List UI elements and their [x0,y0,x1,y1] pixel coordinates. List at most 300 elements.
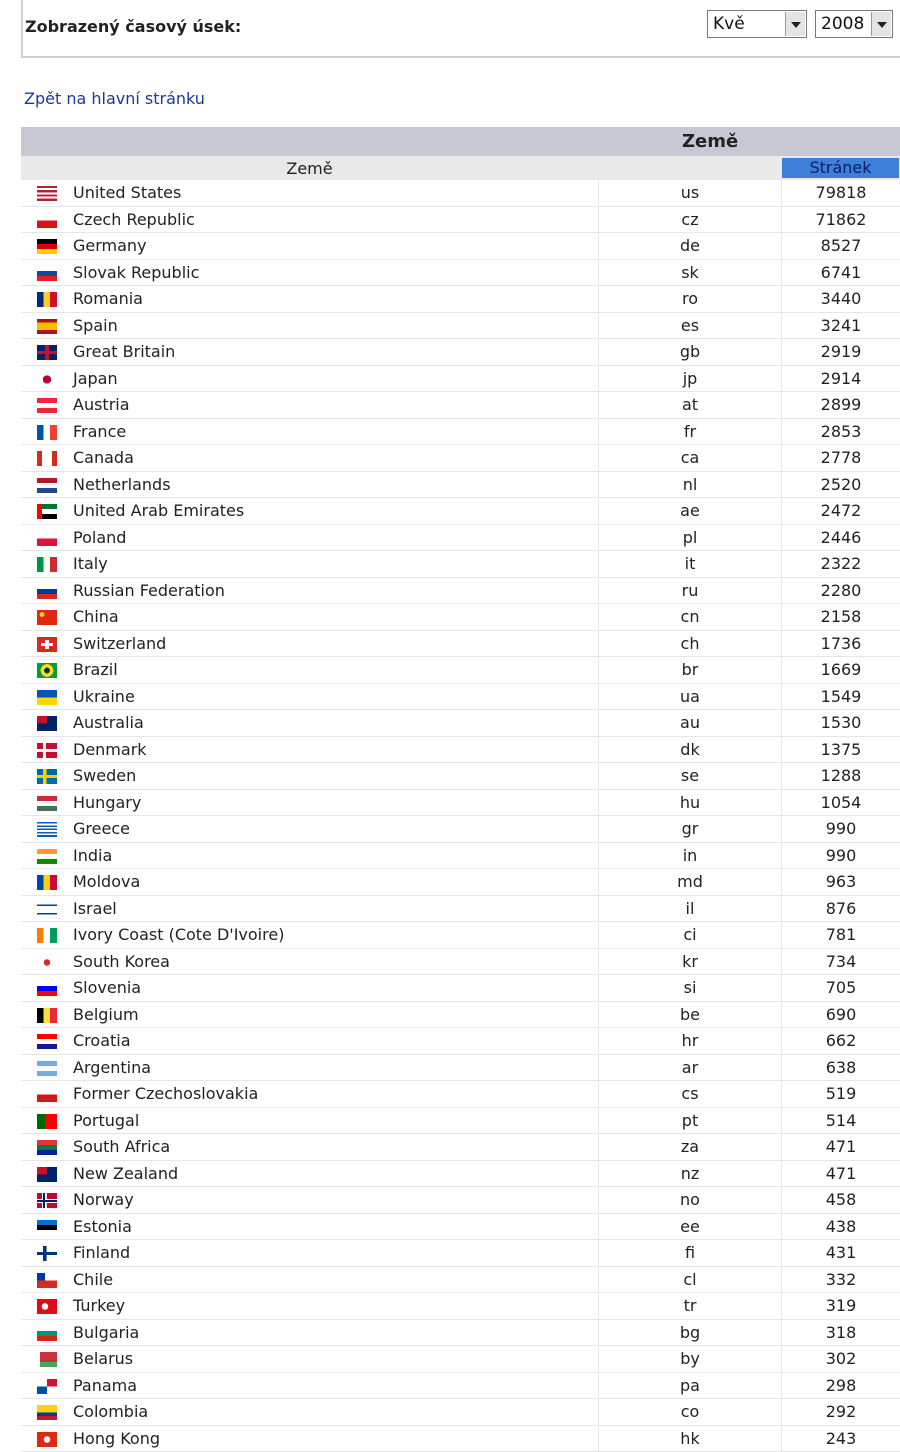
country-name: Denmark [73,736,599,763]
flag-ca-icon [37,451,57,466]
page-count: 1054 [782,789,900,816]
country-code: kr [599,948,782,975]
flag-cell [21,259,73,286]
page-count: 71862 [782,206,900,233]
table-row [21,1240,900,1267]
page-count: 318 [782,1319,900,1346]
flag-nl-icon [37,478,57,493]
flag-cell [21,922,73,949]
flag-cell [21,604,73,631]
table-row [21,895,900,922]
country-code: es [599,312,782,339]
flag-ci-icon [37,928,57,943]
country-code: nz [599,1160,782,1187]
flag-no-icon [37,1193,57,1208]
country-name: Austria [73,392,599,419]
flag-in-icon [37,849,57,864]
page-count: 3241 [782,312,900,339]
page-count: 438 [782,1213,900,1240]
country-code: in [599,842,782,869]
table-row [21,975,900,1002]
page-count: 243 [782,1425,900,1452]
country-code: il [599,895,782,922]
country-code: cz [599,206,782,233]
country-rows [21,180,900,1452]
country-name: Slovak Republic [73,259,599,286]
table-row [21,816,900,843]
country-name: Israel [73,895,599,922]
country-name: Bulgaria [73,1319,599,1346]
country-code: be [599,1001,782,1028]
flag-br-icon [37,663,57,678]
country-name: Moldova [73,869,599,896]
flag-gb-icon [37,345,57,360]
flag-cell [21,312,73,339]
flag-cell [21,418,73,445]
flag-cell [21,630,73,657]
country-code: hr [599,1028,782,1055]
table-row [21,736,900,763]
country-stats-table [21,127,900,1452]
flag-cell [21,1266,73,1293]
flag-cell [21,524,73,551]
chevron-down-icon[interactable] [871,12,891,36]
table-row [21,392,900,419]
country-code: by [599,1346,782,1373]
page-count: 2280 [782,577,900,604]
page-count: 1530 [782,710,900,737]
page-count: 1669 [782,657,900,684]
country-name: Spain [73,312,599,339]
country-code: au [599,710,782,737]
page-count: 1549 [782,683,900,710]
page-count: 79818 [782,180,900,206]
column-header-row [21,156,900,180]
flag-cl-icon [37,1273,57,1288]
flag-cell [21,975,73,1002]
page-count: 298 [782,1372,900,1399]
country-code: se [599,763,782,790]
country-name: Hong Kong [73,1425,599,1452]
flag-cell [21,445,73,472]
flag-se-icon [37,769,57,784]
table-row [21,1081,900,1108]
flag-md-icon [37,875,57,890]
section-title: Země [682,131,738,152]
country-code: ru [599,577,782,604]
flag-cell [21,577,73,604]
table-row [21,869,900,896]
flag-si-icon [37,981,57,996]
country-name: Belarus [73,1346,599,1373]
page-count: 638 [782,1054,900,1081]
flag-cell [21,869,73,896]
table-row [21,524,900,551]
table-row [21,1054,900,1081]
flag-cell [21,895,73,922]
flag-cell [21,657,73,684]
country-code: gr [599,816,782,843]
country-name: New Zealand [73,1160,599,1187]
page-count: 514 [782,1107,900,1134]
period-selector-box [21,0,900,58]
country-code: ar [599,1054,782,1081]
flag-at-icon [37,398,57,413]
page-count: 662 [782,1028,900,1055]
country-name: Brazil [73,657,599,684]
flag-pl-icon [37,531,57,546]
page-count: 519 [782,1081,900,1108]
country-name: Chile [73,1266,599,1293]
flag-cn-icon [37,610,57,625]
country-code: br [599,657,782,684]
page-count: 2919 [782,339,900,366]
country-code: za [599,1134,782,1161]
country-name: Estonia [73,1213,599,1240]
flag-nz-icon [37,1167,57,1182]
back-to-home-link[interactable]: Zpět na hlavní stránku [24,89,205,108]
page-count: 2446 [782,524,900,551]
page-count: 1288 [782,763,900,790]
flag-by-icon [37,1352,57,1367]
flag-cell [21,763,73,790]
page-count: 1736 [782,630,900,657]
table-row [21,498,900,525]
page-count: 471 [782,1160,900,1187]
table-row [21,180,900,206]
country-code: at [599,392,782,419]
table-row [21,842,900,869]
table-row [21,551,900,578]
flag-cell [21,206,73,233]
flag-ae-icon [37,504,57,519]
country-name: India [73,842,599,869]
page-count: 458 [782,1187,900,1214]
page-count: 332 [782,1266,900,1293]
flag-cell [21,1107,73,1134]
table-row [21,789,900,816]
table-row [21,577,900,604]
country-name: Croatia [73,1028,599,1055]
year-select[interactable] [815,10,893,38]
page-count: 2322 [782,551,900,578]
table-row [21,1160,900,1187]
flag-de-icon [37,239,57,254]
country-code: nl [599,471,782,498]
flag-cell [21,789,73,816]
country-code: jp [599,365,782,392]
page-count: 6741 [782,259,900,286]
flag-cell [21,1028,73,1055]
page-count: 471 [782,1134,900,1161]
year-select-value: 2008 [821,14,864,34]
flag-cell [21,365,73,392]
flag-cell [21,471,73,498]
page-count: 8527 [782,233,900,260]
page-count: 319 [782,1293,900,1320]
flag-cell [21,1213,73,1240]
flag-sk-icon [37,266,57,281]
table-row [21,763,900,790]
page-count: 990 [782,842,900,869]
flag-ar-icon [37,1061,57,1076]
flag-cell [21,1081,73,1108]
chevron-down-icon[interactable] [785,12,805,36]
flag-us-icon [37,186,57,201]
country-name: Norway [73,1187,599,1214]
country-name: Belgium [73,1001,599,1028]
flag-cell [21,710,73,737]
flag-cs-icon [37,1087,57,1102]
country-code: cs [599,1081,782,1108]
country-name: Ivory Coast (Cote D'Ivoire) [73,922,599,949]
page-count: 302 [782,1346,900,1373]
flag-jp-icon [37,372,57,387]
country-code: si [599,975,782,1002]
flag-cell [21,392,73,419]
month-select-value: Kvě [713,14,745,34]
table-row [21,312,900,339]
table-row [21,922,900,949]
flag-cell [21,948,73,975]
country-code: gb [599,339,782,366]
table-row [21,710,900,737]
table-row [21,286,900,313]
country-code: de [599,233,782,260]
flag-bg-icon [37,1326,57,1341]
country-name: Sweden [73,763,599,790]
country-name: United States [73,180,599,206]
table-row [21,1028,900,1055]
flag-cell [21,1001,73,1028]
page-count: 734 [782,948,900,975]
flag-hr-icon [37,1034,57,1049]
flag-cell [21,339,73,366]
page-count: 690 [782,1001,900,1028]
page-count: 2914 [782,365,900,392]
flag-cell [21,1293,73,1320]
flag-gr-icon [37,822,57,837]
country-code: ua [599,683,782,710]
country-name: Italy [73,551,599,578]
page-count: 2899 [782,392,900,419]
country-code: cn [599,604,782,631]
country-code: hu [599,789,782,816]
page-count: 705 [782,975,900,1002]
country-code: ci [599,922,782,949]
page-count: 431 [782,1240,900,1267]
flag-cell [21,1372,73,1399]
table-row [21,1346,900,1373]
flag-au-icon [37,716,57,731]
country-code: it [599,551,782,578]
country-code: ae [599,498,782,525]
country-code: bg [599,1319,782,1346]
flag-be-icon [37,1008,57,1023]
table-row [21,339,900,366]
flag-cell [21,1240,73,1267]
country-name: Russian Federation [73,577,599,604]
flag-it-icon [37,557,57,572]
flag-cell [21,1187,73,1214]
flag-fi-icon [37,1246,57,1261]
month-select[interactable] [707,10,807,38]
flag-ee-icon [37,1220,57,1235]
page-count: 1375 [782,736,900,763]
flag-cell [21,1160,73,1187]
table-row [21,1266,900,1293]
flag-cell [21,1346,73,1373]
country-code: ca [599,445,782,472]
country-name: Romania [73,286,599,313]
country-code: fr [599,418,782,445]
table-row [21,445,900,472]
table-row [21,1372,900,1399]
page-count: 781 [782,922,900,949]
table-row [21,365,900,392]
table-row [21,1001,900,1028]
country-name: Australia [73,710,599,737]
table-row [21,1134,900,1161]
country-name: Czech Republic [73,206,599,233]
flag-ro-icon [37,292,57,307]
country-name: South Korea [73,948,599,975]
country-name: Canada [73,445,599,472]
table-row [21,206,900,233]
flag-es-icon [37,319,57,334]
page-count: 963 [782,869,900,896]
country-name: Argentina [73,1054,599,1081]
flag-hu-icon [37,796,57,811]
country-name: Finland [73,1240,599,1267]
page-count: 3440 [782,286,900,313]
country-code: tr [599,1293,782,1320]
flag-il-icon [37,902,57,917]
table-row [21,1213,900,1240]
country-name: Hungary [73,789,599,816]
page-count: 2472 [782,498,900,525]
column-header-pages[interactable]: Stránek [782,158,899,178]
table-row [21,418,900,445]
flag-cell [21,286,73,313]
table-row [21,1293,900,1320]
table-row [21,1399,900,1426]
flag-za-icon [37,1140,57,1155]
country-code: pa [599,1372,782,1399]
flag-tr-icon [37,1299,57,1314]
country-code: co [599,1399,782,1426]
flag-cell [21,180,73,206]
table-row [21,1107,900,1134]
flag-cell [21,1425,73,1452]
country-code: pt [599,1107,782,1134]
country-code: md [599,869,782,896]
country-name: Japan [73,365,599,392]
country-name: Turkey [73,1293,599,1320]
flag-fr-icon [37,425,57,440]
period-label: Zobrazený časový úsek: [25,17,241,36]
table-row [21,1319,900,1346]
country-code: cl [599,1266,782,1293]
page-count: 2853 [782,418,900,445]
country-code: fi [599,1240,782,1267]
table-row [21,1425,900,1452]
table-row [21,948,900,975]
country-name: China [73,604,599,631]
country-name: South Africa [73,1134,599,1161]
table-row [21,1187,900,1214]
country-name: Switzerland [73,630,599,657]
country-name: United Arab Emirates [73,498,599,525]
country-code: no [599,1187,782,1214]
table-row [21,630,900,657]
table-row [21,471,900,498]
country-name: Poland [73,524,599,551]
page-count: 876 [782,895,900,922]
country-name: Portugal [73,1107,599,1134]
country-name: Former Czechoslovakia [73,1081,599,1108]
flag-cell [21,1399,73,1426]
country-name: Colombia [73,1399,599,1426]
flag-cell [21,816,73,843]
country-code: pl [599,524,782,551]
country-name: France [73,418,599,445]
section-header [21,127,900,156]
country-code: hk [599,1425,782,1452]
table-row [21,259,900,286]
flag-cell [21,1054,73,1081]
flag-ru-icon [37,584,57,599]
flag-cell [21,233,73,260]
flag-cell [21,1134,73,1161]
country-name: Greece [73,816,599,843]
flag-cell [21,842,73,869]
flag-co-icon [37,1405,57,1420]
flag-cell [21,1319,73,1346]
flag-cell [21,736,73,763]
flag-cell [21,498,73,525]
page-count: 2778 [782,445,900,472]
flag-ch-icon [37,637,57,652]
table-row [21,233,900,260]
table-row [21,683,900,710]
flag-cell [21,683,73,710]
page-count: 990 [782,816,900,843]
flag-hk-icon [37,1432,57,1447]
column-header-country[interactable]: Země [21,159,598,178]
country-code: dk [599,736,782,763]
flag-cell [21,551,73,578]
page-count: 2520 [782,471,900,498]
country-name: Netherlands [73,471,599,498]
flag-dk-icon [37,743,57,758]
country-name: Panama [73,1372,599,1399]
country-name: Great Britain [73,339,599,366]
country-code: ee [599,1213,782,1240]
table-row [21,604,900,631]
country-name: Slovenia [73,975,599,1002]
flag-cz-icon [37,213,57,228]
country-code: ch [599,630,782,657]
country-code: sk [599,259,782,286]
flag-pt-icon [37,1114,57,1129]
page-count: 2158 [782,604,900,631]
flag-kr-icon [37,955,57,970]
flag-ua-icon [37,690,57,705]
country-code: ro [599,286,782,313]
country-name: Germany [73,233,599,260]
page-count: 292 [782,1399,900,1426]
